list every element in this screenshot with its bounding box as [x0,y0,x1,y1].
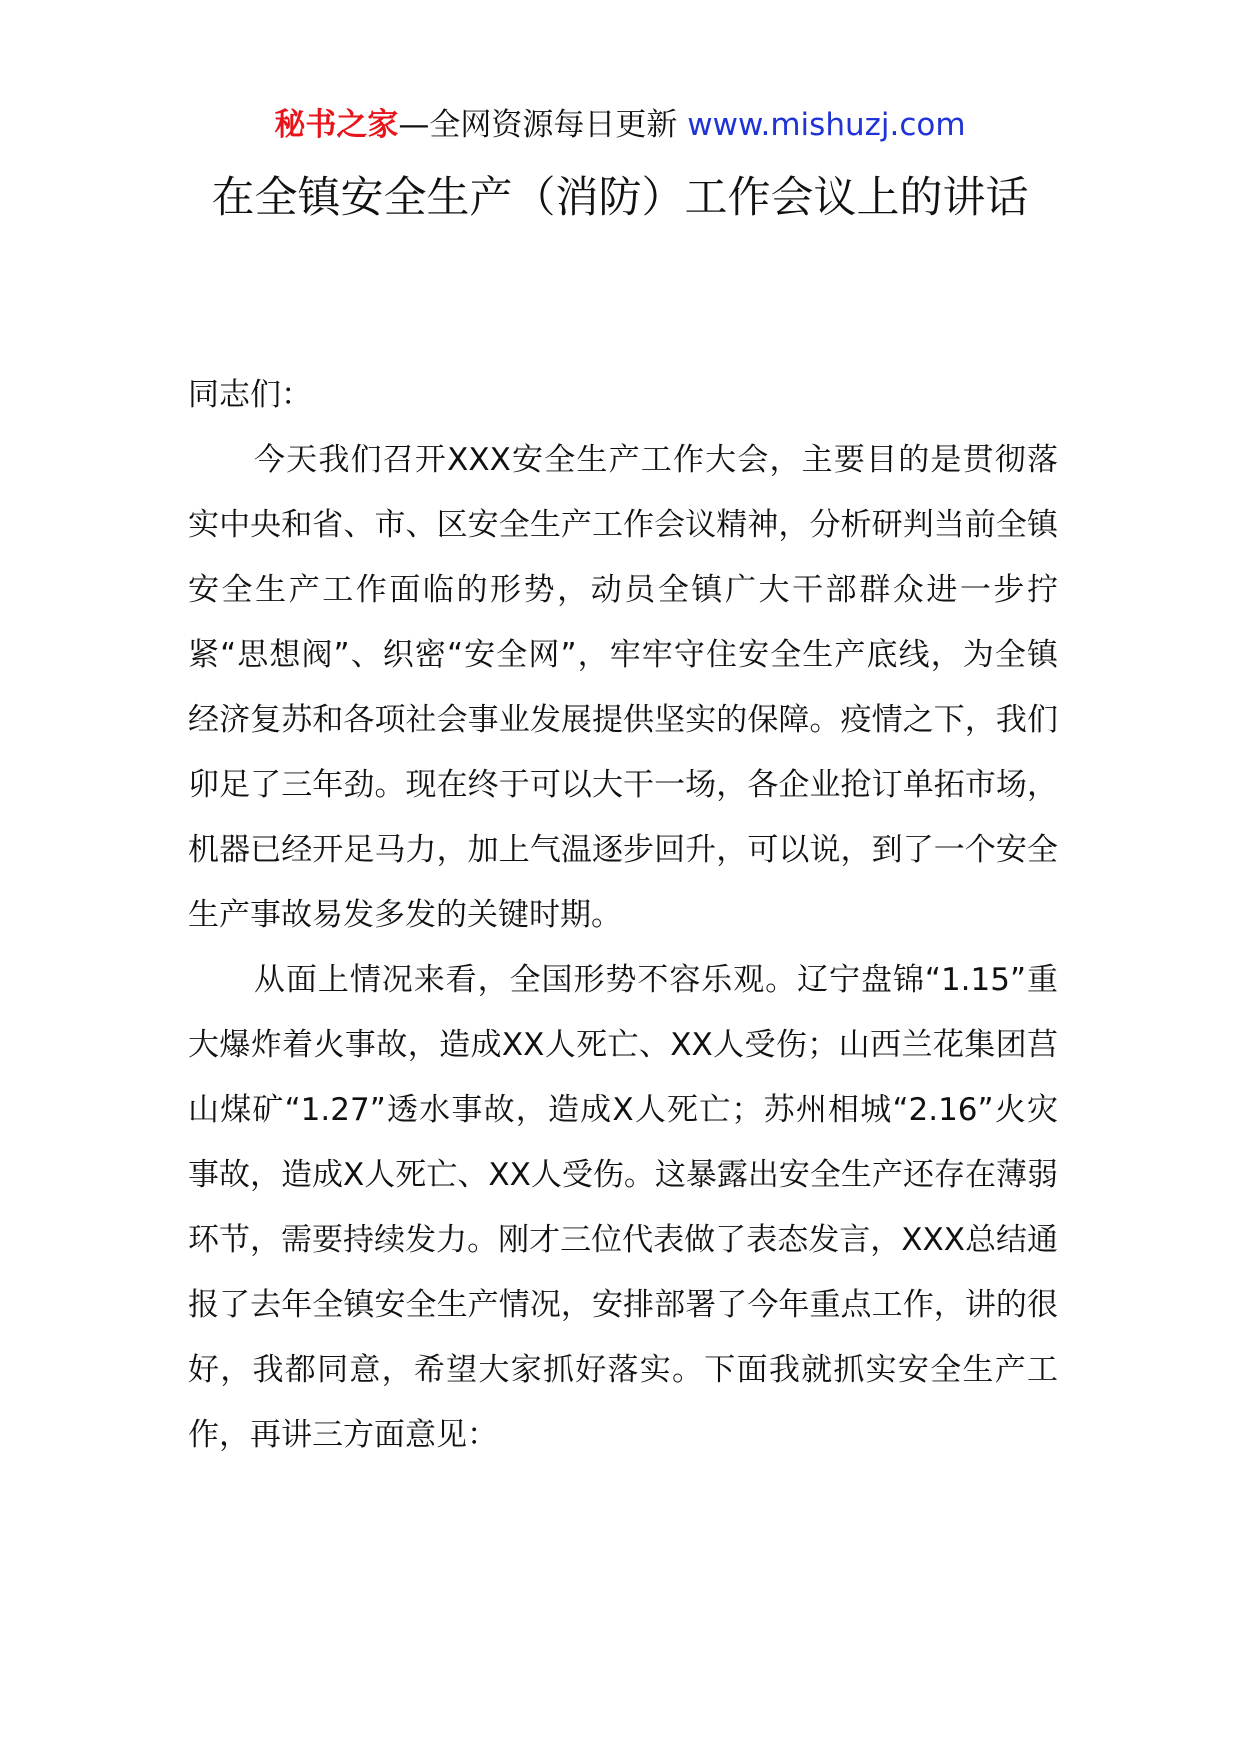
paragraph-1: 今天我们召开XXX安全生产工作大会，主要目的是贯彻落实中央和省、市、区安全生产工作会议精神，分析研判当前全镇安全生产工作面临的形势，动员全镇广大干部群众进一步拧紧“思想阀”、织密“安全网”，牢牢守住安全生产底线，为全镇经济复苏和各项社会事业发展提供坚实的保障。疫情之下，我们卯足了三年劲。现在终于可以大干一场，各企业抢订单拓市场，机器已经开足马力，加上气温逐步回升，可以说，到了一个安全生产事故易发多发的关键时期。 [188,442,1058,933]
header-slogan: —全网资源每日更新 [398,107,688,143]
document-body [188,363,1058,1468]
site-url-link[interactable]: www.mishuzj.com [687,107,966,143]
watermark-header [0,104,1240,146]
paragraph-2: 从面上情况来看，全国形势不容乐观。辽宁盘锦“1.15”重大爆炸着火事故，造成XX人死亡、XX人受伤；山西兰花集团莒山煤矿“1.27”透水事故，造成X人死亡；苏州相城“2.16”火灾事故，造成X人死亡、XX人受伤。这暴露出安全生产还存在薄弱环节，需要持续发力。刚才三位代表做了表态发言，XXX总结通报了去年全镇安全生产情况，安排部署了今年重点工作，讲的很好，我都同意，希望大家抓好落实。下面我就抓实安全生产工作，再讲三方面意见： [188,962,1058,1453]
document-title: 在全镇安全生产（消防）工作会议上的讲话 [211,173,1029,223]
brand-name: 秘书之家 [274,107,399,143]
salutation: 同志们： [188,377,312,413]
